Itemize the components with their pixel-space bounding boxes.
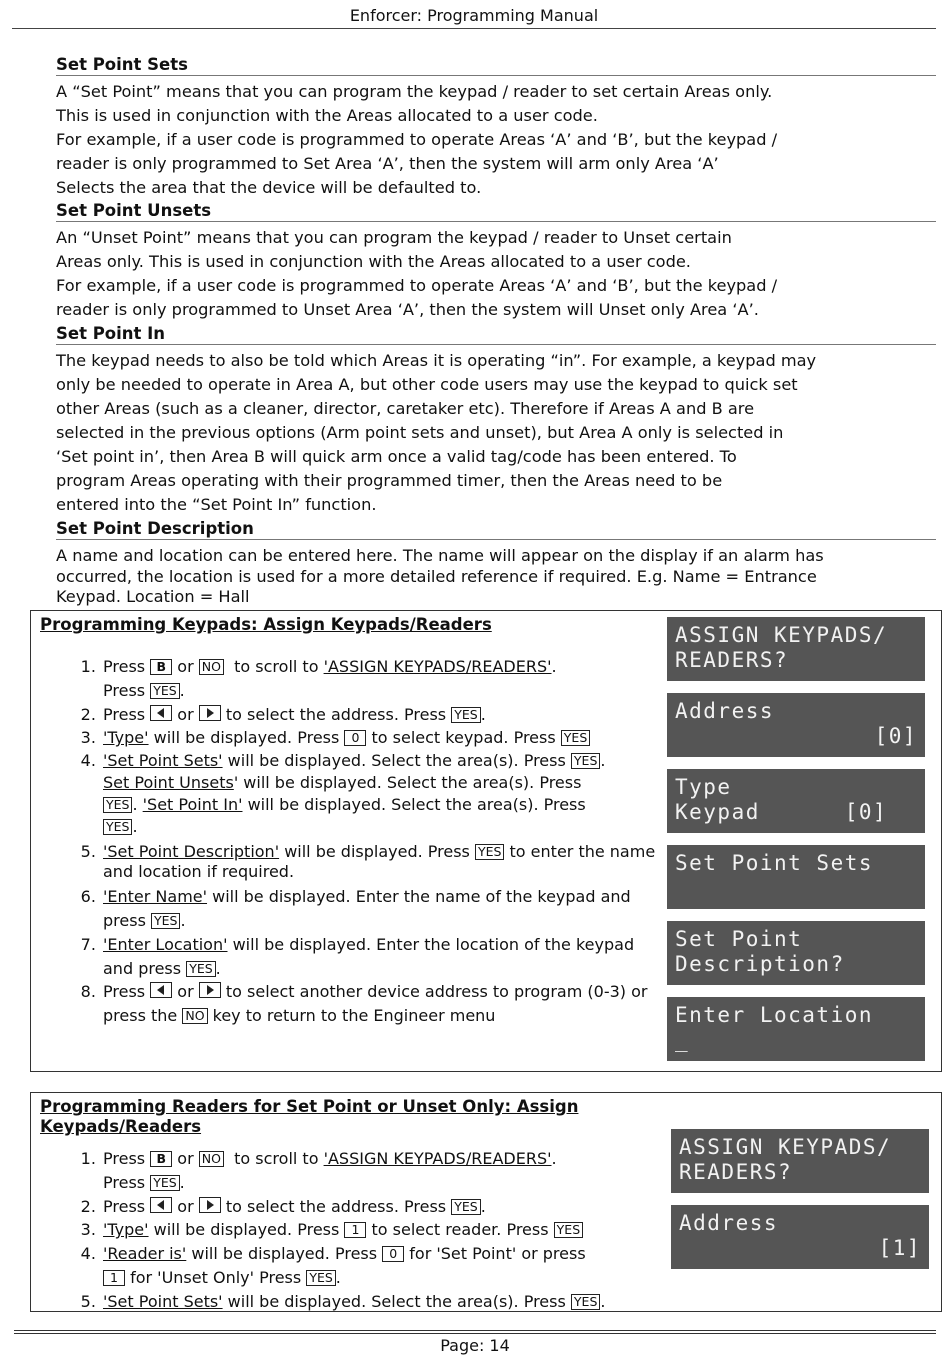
- step-text: or: [177, 1196, 194, 1216]
- lcd-line: Enter Location: [675, 1003, 874, 1027]
- menu-reference: 'Set Point Sets': [103, 1291, 223, 1311]
- step-text: .: [132, 817, 138, 837]
- menu-reference: Set Point Unsets: [103, 773, 234, 793]
- set-point-sets-heading: Set Point Sets: [56, 55, 936, 76]
- step-text: .: [600, 751, 606, 771]
- step-text: will be displayed. Select the area(s). Press: [227, 751, 566, 771]
- text-line: An “Unset Point” means that you can program the keypad / reader to Unset certain: [56, 228, 732, 247]
- zero-key-icon: 0: [344, 730, 366, 746]
- set-point-in-heading: Set Point In: [56, 324, 936, 345]
- page-header: Enforcer: Programming Manual: [12, 6, 936, 29]
- steps-list: [69, 655, 661, 1028]
- menu-reference: 'Set Point Description': [103, 842, 280, 862]
- text-line: ‘Set point in’, then Area B will quick arm once a valid tag/code has been entered. To: [56, 447, 737, 466]
- yes-key-icon: YES: [306, 1270, 335, 1286]
- set-point-description-text: [56, 546, 936, 608]
- lcd-line: Type: [675, 775, 732, 799]
- text-line: A name and location can be entered here. The name will appear on the display if an alarm has: [56, 546, 824, 565]
- lcd-line: Address: [679, 1211, 779, 1235]
- box-title: Programming Readers for Set Point or Unset Only: Assign Keypads/Readers: [40, 1097, 579, 1136]
- step-text: to select another device address to program (0-3) or press the: [103, 982, 648, 1026]
- text-line: For example, if a user code is programmed to operate Areas ‘A’ and ‘B’, but the keypad /: [56, 130, 778, 149]
- step-5: [101, 842, 661, 882]
- step-text: to select reader. Press: [371, 1220, 549, 1240]
- step-text: or: [177, 704, 194, 724]
- lcd-display: [667, 617, 925, 681]
- yes-key-icon: YES: [151, 913, 180, 929]
- text-line: only be needed to operate in Area A, but other code users may use the keypad to quick set: [56, 375, 798, 394]
- menu-reference: 'Type': [103, 1220, 149, 1240]
- b-key-icon: B: [150, 659, 172, 675]
- menu-reference: 'Enter Name': [103, 887, 208, 907]
- text-line: Keypad. Location = Hall: [56, 587, 250, 606]
- lcd-line: Set Point Sets: [675, 851, 874, 875]
- lcd-display: [667, 845, 925, 909]
- step-text: Press: [103, 680, 146, 700]
- step-text: will be displayed. Press: [153, 1220, 340, 1240]
- zero-key-icon: 0: [382, 1246, 404, 1262]
- page-number: Page: 14: [440, 1336, 510, 1355]
- menu-reference: 'ASSIGN KEYPADS/READERS': [323, 1149, 552, 1168]
- programming-readers-box: [30, 1092, 942, 1312]
- step-text: Press: [103, 1149, 146, 1168]
- step-text: .: [335, 1267, 341, 1287]
- step-6: [101, 885, 661, 933]
- programming-keypads-box: [30, 610, 942, 1072]
- no-key-icon: NO: [199, 1151, 224, 1167]
- lcd-line: Description?: [675, 952, 845, 976]
- yes-key-icon: YES: [186, 961, 215, 977]
- text-line: The keypad needs to also be told which Areas it is operating “in”. For example, a keypad may: [56, 351, 817, 370]
- text-line: selected in the previous options (Arm point sets and unset), but Area A only is selected in: [56, 423, 784, 442]
- lcd-line: ASSIGN KEYPADS/: [675, 623, 888, 647]
- step-1: [101, 655, 661, 703]
- step-text: to select keypad. Press: [371, 728, 556, 748]
- step-text: .: [215, 958, 221, 978]
- text-line: Areas only. This is used in conjunction with the Areas allocated to a user code.: [56, 252, 691, 271]
- menu-reference: 'Reader is': [103, 1244, 187, 1264]
- one-key-icon: 1: [344, 1222, 366, 1238]
- menu-reference: 'Set Point In': [142, 795, 243, 815]
- lcd-line: [0]: [874, 724, 917, 748]
- text-line: other Areas (such as a cleaner, director, caretaker etc). Therefore if Areas A and B are: [56, 399, 755, 418]
- lcd-line: Set Point: [675, 927, 803, 951]
- lcd-line: READERS?: [679, 1160, 793, 1184]
- menu-reference: 'ASSIGN KEYPADS/READERS': [323, 657, 552, 676]
- yes-key-icon: YES: [150, 683, 179, 699]
- lcd-line: [1]: [878, 1236, 921, 1260]
- right-arrow-key-icon: [199, 982, 221, 998]
- step-text: will be displayed. Select the area(s). Press: [227, 1291, 566, 1311]
- set-point-in-text: [56, 349, 936, 517]
- b-key-icon: B: [150, 1151, 172, 1167]
- steps-list: [69, 1147, 661, 1314]
- yes-key-icon: YES: [451, 707, 480, 723]
- step-text: or: [177, 982, 194, 1002]
- menu-reference: 'Enter Location': [103, 934, 228, 954]
- lcd-display: [667, 997, 925, 1061]
- step-5: [101, 1290, 661, 1314]
- step-text: for 'Unset Only' Press: [130, 1267, 302, 1287]
- yes-key-icon: YES: [451, 1199, 480, 1215]
- step-text: will be displayed. Press: [153, 728, 340, 748]
- step-text: Press: [103, 1196, 146, 1216]
- step-text: .: [551, 657, 557, 676]
- text-line: Selects the area that the device will be defaulted to.: [56, 178, 482, 197]
- one-key-icon: 1: [103, 1270, 125, 1286]
- step-text: to scroll to: [234, 657, 319, 676]
- step-text: will be displayed. Enter the location of the keypad and press: [103, 934, 635, 978]
- step-2: [101, 1195, 661, 1219]
- step-7: [101, 933, 661, 981]
- step-text: to select the address. Press: [225, 1196, 447, 1216]
- step-text: to enter the name and location if required.: [103, 842, 656, 882]
- lcd-line: READERS?: [675, 648, 789, 672]
- step-text: Press: [103, 1172, 146, 1192]
- text-line: A “Set Point” means that you can program the keypad / reader to set certain Areas only.: [56, 82, 773, 101]
- lcd-line: ASSIGN KEYPADS/: [679, 1135, 892, 1159]
- text-line: occurred, the location is used for a more detailed reference if required. E.g. Name = Entrance: [56, 566, 817, 586]
- right-arrow-key-icon: [199, 705, 221, 721]
- set-point-sets-text: [56, 80, 936, 200]
- yes-key-icon: YES: [554, 1222, 583, 1238]
- step-text: or: [177, 1149, 194, 1168]
- yes-key-icon: YES: [103, 819, 132, 835]
- step-text: will be displayed. Press: [284, 842, 470, 862]
- step-text: .: [132, 795, 138, 815]
- menu-reference: 'Set Point Sets': [103, 751, 223, 771]
- step-text: will be displayed. Select the area(s). Press: [247, 795, 586, 815]
- step-1: [101, 1147, 661, 1195]
- box-title: Programming Keypads: Assign Keypads/Readers: [40, 615, 492, 634]
- footer-divider: [14, 1333, 936, 1334]
- set-point-description-heading: Set Point Description: [56, 519, 936, 540]
- text-line: reader is only programmed to Set Area ‘A’, then the system will arm only Area ‘A’: [56, 154, 719, 173]
- lcd-display: [667, 693, 925, 757]
- step-text: .: [480, 1196, 486, 1216]
- yes-key-icon: YES: [103, 797, 132, 813]
- lcd-line: Address: [675, 699, 775, 723]
- step-text: ' will be displayed. Select the area(s). Press: [233, 773, 582, 793]
- step-3: [101, 726, 661, 750]
- step-text: will be displayed. Press: [191, 1244, 378, 1264]
- step-text: Press: [103, 704, 146, 724]
- text-line: For example, if a user code is programmed to operate Areas ‘A’ and ‘B’, but the keypad /: [56, 276, 778, 295]
- lcd-line: Keypad [0]: [675, 800, 888, 824]
- text-line: entered into the “Set Point In” function.: [56, 495, 377, 514]
- step-2: [101, 703, 661, 727]
- yes-key-icon: YES: [475, 844, 504, 860]
- yes-key-icon: YES: [150, 1175, 179, 1191]
- lcd-line: _: [675, 1028, 690, 1052]
- step-text: to scroll to: [234, 1149, 319, 1168]
- lcd-display: [667, 921, 925, 985]
- step-text: .: [551, 1149, 557, 1168]
- step-4: [101, 1242, 661, 1290]
- left-arrow-key-icon: [150, 705, 172, 721]
- lcd-display: [667, 769, 925, 833]
- step-3: [101, 1218, 661, 1242]
- yes-key-icon: YES: [561, 730, 590, 746]
- step-text: Press: [103, 657, 146, 676]
- yes-key-icon: YES: [571, 1294, 600, 1310]
- yes-key-icon: YES: [571, 753, 600, 769]
- text-line: program Areas operating with their programmed timer, then the Areas need to be: [56, 471, 723, 490]
- left-arrow-key-icon: [150, 1197, 172, 1213]
- left-arrow-key-icon: [150, 982, 172, 998]
- text-line: This is used in conjunction with the Areas allocated to a user code.: [56, 106, 598, 125]
- lcd-display: [671, 1129, 929, 1193]
- step-8: [101, 980, 661, 1028]
- step-text: will be displayed. Enter the name of the keypad and press: [103, 887, 631, 930]
- no-key-icon: NO: [182, 1008, 207, 1024]
- step-text: .: [600, 1291, 606, 1311]
- menu-reference: 'Type': [103, 728, 149, 748]
- set-point-unsets-heading: Set Point Unsets: [56, 201, 936, 222]
- step-text: .: [180, 910, 186, 930]
- step-text: Press: [103, 982, 146, 1002]
- step-text: key to return to the Engineer menu: [212, 1006, 496, 1026]
- set-point-unsets-text: [56, 226, 936, 322]
- step-text: .: [480, 704, 486, 724]
- right-arrow-key-icon: [199, 1197, 221, 1213]
- step-4: [101, 750, 661, 838]
- footer-divider: [14, 1330, 936, 1331]
- step-text: or: [177, 657, 194, 676]
- lcd-display: [671, 1205, 929, 1269]
- no-key-icon: NO: [199, 659, 224, 675]
- step-text: .: [179, 680, 185, 700]
- step-text: to select the address. Press: [225, 704, 447, 724]
- step-text: for 'Set Point' or press: [409, 1244, 586, 1264]
- step-text: .: [179, 1172, 185, 1192]
- text-line: reader is only programmed to Unset Area ‘A’, then the system will Unset only Area ‘A’.: [56, 300, 759, 319]
